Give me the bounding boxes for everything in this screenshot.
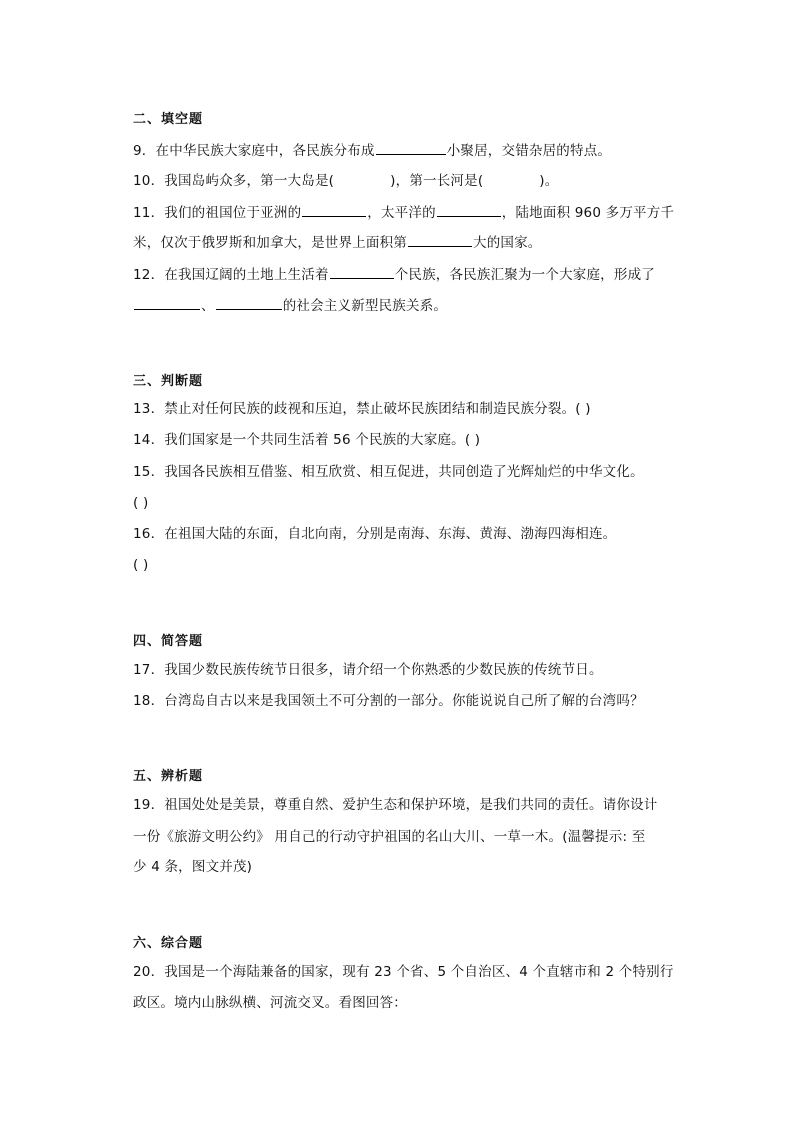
question-9-text-a: 9．在中华民族大家庭中，各民族分布成 xyxy=(133,143,375,159)
question-9-text-b: 小聚居，交错杂居的特点。 xyxy=(446,143,612,159)
question-20-line-1: 20．我国是一个海陆兼备的国家，现有 23 个省、5 个自治区、4 个直辖市和 2 个特别行 xyxy=(133,964,674,980)
answer-blank[interactable] xyxy=(330,264,394,279)
section-title-short-answer: 四、简答题 xyxy=(133,634,204,649)
question-10-text-c: )。 xyxy=(539,173,559,189)
section-title-true-false: 三、判断题 xyxy=(133,374,204,389)
question-12-text-b: 个民族，各民族汇聚为一个大家庭，形成了 xyxy=(394,267,655,283)
question-11-line-1 xyxy=(133,202,674,223)
question-19-line-3: 少 4 条，图文并茂) xyxy=(133,859,253,875)
question-11-text-e: 大的国家。 xyxy=(473,235,542,251)
question-15-line-1: 15．我国各民族相互借鉴、相互欣赏、相互促进，共同创造了光辉灿烂的中华文化。 xyxy=(133,464,644,480)
question-20-line-2: 政区。境内山脉纵横、河流交叉。看图回答： xyxy=(133,995,407,1011)
question-9 xyxy=(133,140,611,161)
question-15-line-2: ( ) xyxy=(133,495,149,511)
section-title-analysis: 五、辨析题 xyxy=(133,769,204,784)
question-19-line-2: 一份《旅游文明公约》 用自己的行动守护祖国的名山大川、一草一木。(温馨提示: 至 xyxy=(133,829,646,845)
section-title-fill-blank: 二、填空题 xyxy=(133,112,204,127)
question-10-text-a: 10．我国岛屿众多，第一大岛是( xyxy=(133,173,335,189)
question-12-text-a: 12．在我国辽阔的土地上生活着 xyxy=(133,267,329,283)
question-12-line-2 xyxy=(133,295,447,316)
answer-blank[interactable] xyxy=(376,140,446,155)
question-11-text-c: ，陆地面积 960 多万平方千 xyxy=(501,205,675,221)
question-12-text-d: 的社会主义新型民族关系。 xyxy=(282,298,448,314)
question-12-line-1 xyxy=(133,264,655,285)
section-title-comprehensive: 六、综合题 xyxy=(133,936,204,951)
question-12-text-c: 、 xyxy=(201,298,215,314)
answer-blank[interactable] xyxy=(216,295,282,310)
question-10 xyxy=(133,171,558,191)
answer-blank[interactable] xyxy=(408,232,472,247)
answer-blank[interactable] xyxy=(302,202,366,217)
question-11-text-a: 11．我们的祖国位于亚洲的 xyxy=(133,205,302,221)
question-11-text-d: 米，仅次于俄罗斯和加拿大，是世界上面积第 xyxy=(133,235,407,251)
question-11-text-b: ，太平洋的 xyxy=(367,205,436,221)
question-17: 17．我国少数民族传统节日很多，请介绍一个你熟悉的少数民族的传统节日。 xyxy=(133,662,603,678)
question-13: 13．禁止对任何民族的歧视和压迫，禁止破坏民族团结和制造民族分裂。( ) xyxy=(133,401,591,417)
question-19-line-1: 19．祖国处处是美景，尊重自然、爱护生态和保护环境，是我们共同的责任。请你设计 xyxy=(133,797,658,813)
question-18: 18．台湾岛自古以来是我国领土不可分割的一部分。你能说说自己所了解的台湾吗？ xyxy=(133,693,644,709)
question-16-line-2: ( ) xyxy=(133,557,149,573)
answer-blank[interactable] xyxy=(437,202,501,217)
answer-blank[interactable] xyxy=(134,295,200,310)
question-10-text-b: )，第一长河是( xyxy=(390,173,484,189)
question-16-line-1: 16．在祖国大陆的东面，自北向南，分别是南海、东海、黄海、渤海四海相连。 xyxy=(133,526,617,542)
question-14: 14．我们国家是一个共同生活着 56 个民族的大家庭。( ) xyxy=(133,432,481,448)
question-11-line-2 xyxy=(133,232,542,253)
